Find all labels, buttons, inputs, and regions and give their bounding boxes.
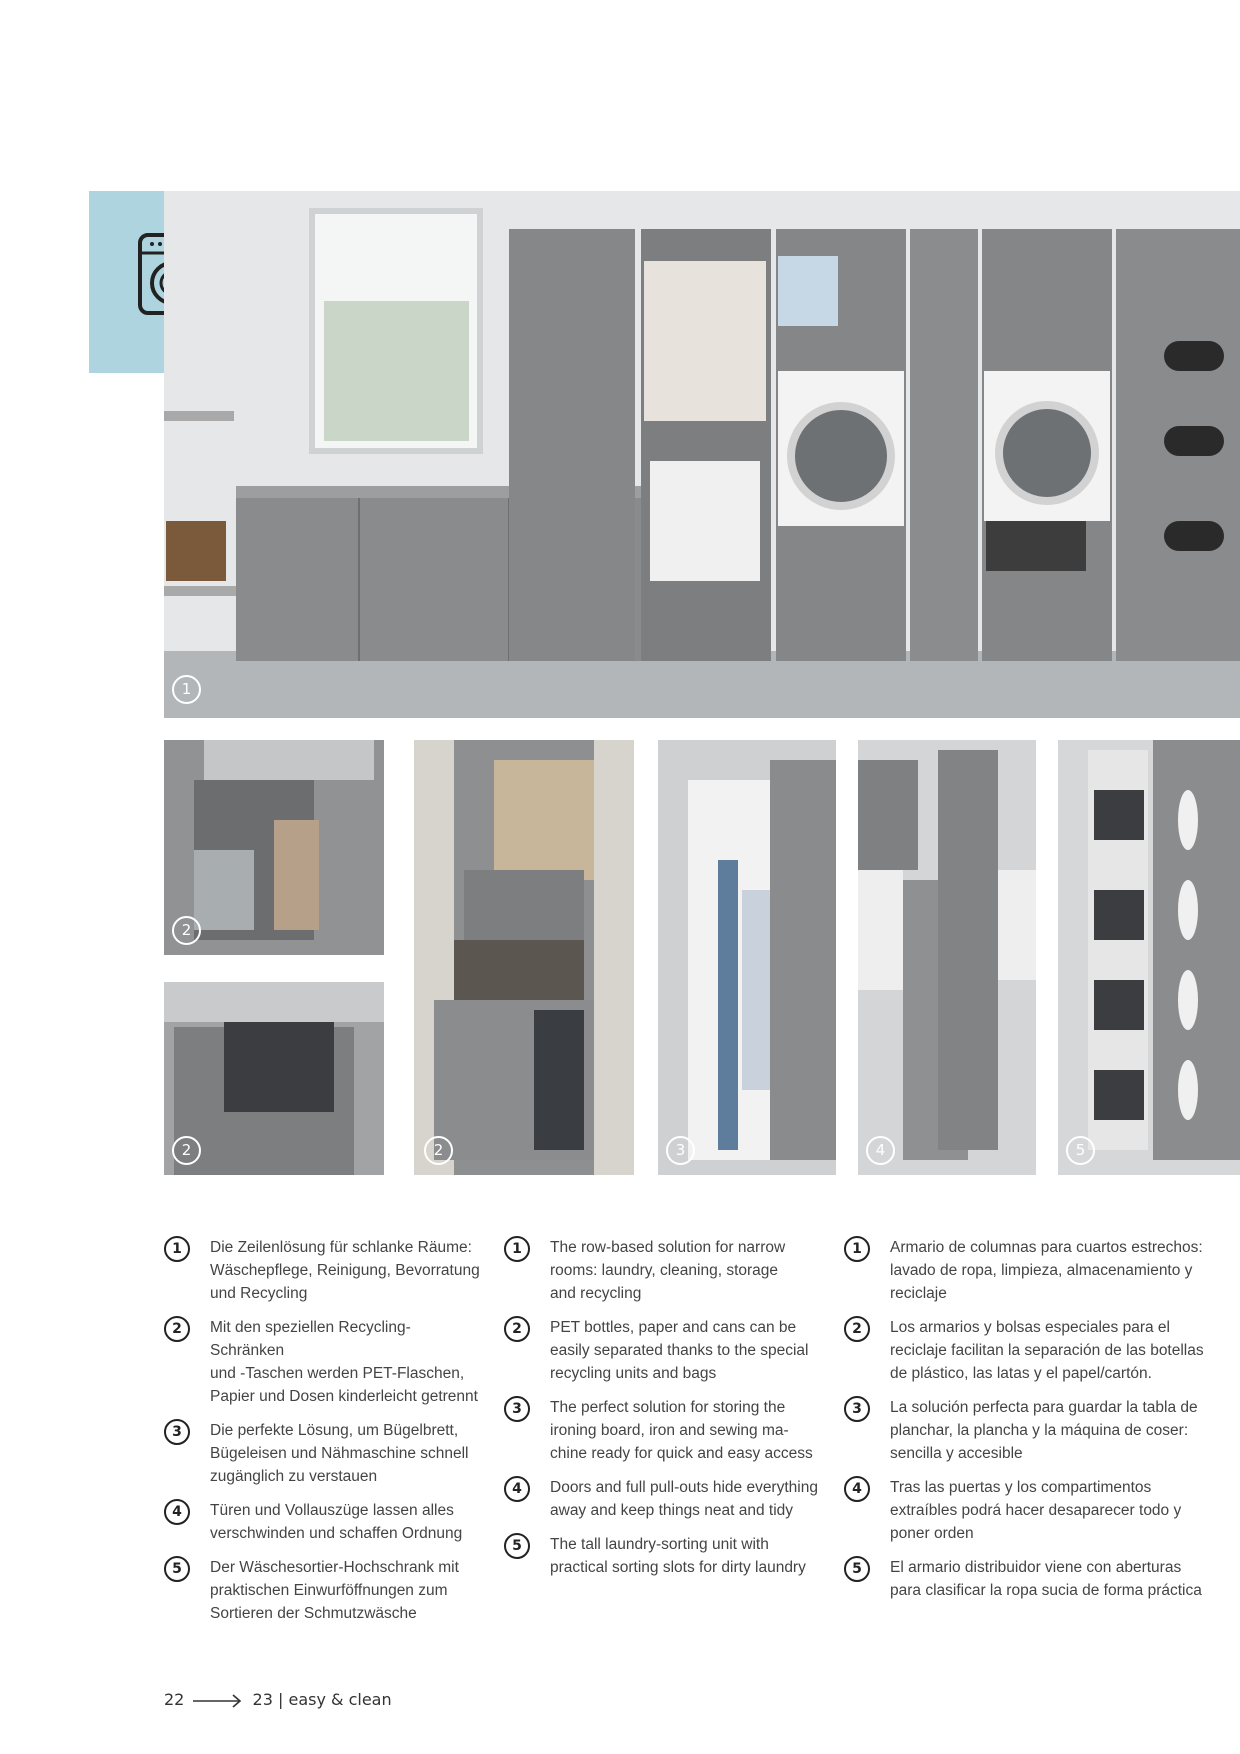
caption-number: 5 [504,1533,530,1559]
caption-text: Die Zeilenlösung für schlanke Räume: Wäschepflege, Reinigung, Bevorratung und Recycling [210,1239,480,1302]
caption-text: La solución perfecta para guardar la tabla de planchar, la plancha y la máquina de coser: sencilla y accesible [890,1399,1198,1462]
caption-number: 3 [504,1396,530,1422]
caption-text: Der Wäschesortier-Hochschrank mit praktischen Einwurföffnungen zum Sortieren der Schmutzwäsche [210,1559,459,1622]
caption-text: The tall laundry-sorting unit with practical sorting slots for dirty laundry [550,1536,806,1576]
caption-item [504,1533,822,1579]
section-title: easy & clean [288,1690,392,1709]
photo-badge-2c: 2 [424,1136,453,1165]
caption-item [164,1556,482,1625]
caption-column-german [164,1236,482,1636]
caption-text: El armario distribuidor viene con aberturas para clasificar la ropa sucia de forma práctica [890,1559,1202,1599]
caption-item [504,1396,822,1465]
caption-text: Die perfekte Lösung, um Bügelbrett, Bügeleisen und Nähmaschine schnell zugänglich zu verstauen [210,1422,469,1485]
photo-badge-3: 3 [666,1136,695,1165]
caption-number: 1 [844,1236,870,1262]
caption-number: 4 [844,1476,870,1502]
caption-number: 2 [504,1316,530,1342]
caption-text: Armario de columnas para cuartos estrechos: lavado de ropa, limpieza, almacenamiento y reciclaje [890,1239,1203,1302]
caption-item [844,1396,1204,1465]
photo-badge-2a: 2 [172,916,201,945]
photo-pullout-drawers [858,740,1036,1175]
photo-recycling-sink-unit [164,740,384,955]
caption-text: Türen und Vollauszüge lassen alles verschwinden und schaffen Ordnung [210,1502,463,1542]
photo-pantry-pullout [414,740,634,1175]
photo-laundry-room [164,191,1240,718]
page-number-right: 23 [252,1690,273,1709]
photo-recycling-bags [164,982,384,1175]
arrow-right-icon [193,1694,243,1708]
footer-separator: | [278,1690,284,1709]
caption-column-spanish [844,1236,1204,1613]
caption-number: 5 [844,1556,870,1582]
caption-number: 1 [504,1236,530,1262]
photo-badge-2b: 2 [172,1136,201,1165]
caption-text: Mit den speziellen Recycling-Schränken und -Taschen werden PET-Flaschen, Papier und Dosen kinderleicht getrennt [210,1319,478,1405]
caption-number: 2 [844,1316,870,1342]
caption-item [844,1236,1204,1305]
caption-item [844,1316,1204,1385]
caption-number: 3 [164,1419,190,1445]
caption-text: The row-based solution for narrow rooms: laundry, cleaning, storage and recycling [550,1239,786,1302]
caption-number: 3 [844,1396,870,1422]
caption-item [844,1476,1204,1545]
photo-badge-5: 5 [1066,1136,1095,1165]
caption-item [164,1419,482,1488]
photo-badge-1: 1 [172,675,201,704]
page-footer [164,1690,392,1709]
caption-item [844,1556,1204,1602]
caption-item [504,1476,822,1522]
caption-number: 2 [164,1316,190,1342]
caption-column-english [504,1236,822,1590]
photo-ironing-cabinet [658,740,836,1175]
caption-item [504,1236,822,1305]
caption-item [164,1316,482,1408]
caption-text: Tras las puertas y los compartimentos extraíbles podrá hacer desaparecer todo y poner orden [890,1479,1182,1542]
photo-laundry-sorting-unit [1058,740,1240,1175]
caption-item [504,1316,822,1385]
caption-text: Los armarios y bolsas especiales para el reciclaje facilitan la separación de las botellas de plástico, las latas y el papel/cartón. [890,1319,1204,1382]
caption-text: PET bottles, paper and cans can be easily separated thanks to the special recycling units and bags [550,1319,809,1382]
caption-item [164,1236,482,1305]
caption-number: 1 [164,1236,190,1262]
caption-number: 5 [164,1556,190,1582]
caption-number: 4 [504,1476,530,1502]
page-number-left: 22 [164,1690,185,1709]
photo-badge-4: 4 [866,1136,895,1165]
caption-text: Doors and full pull-outs hide everything away and keep things neat and tidy [550,1479,818,1519]
caption-number: 4 [164,1499,190,1525]
caption-item [164,1499,482,1545]
caption-text: The perfect solution for storing the ironing board, iron and sewing ma- chine ready for quick and easy access [550,1399,813,1462]
